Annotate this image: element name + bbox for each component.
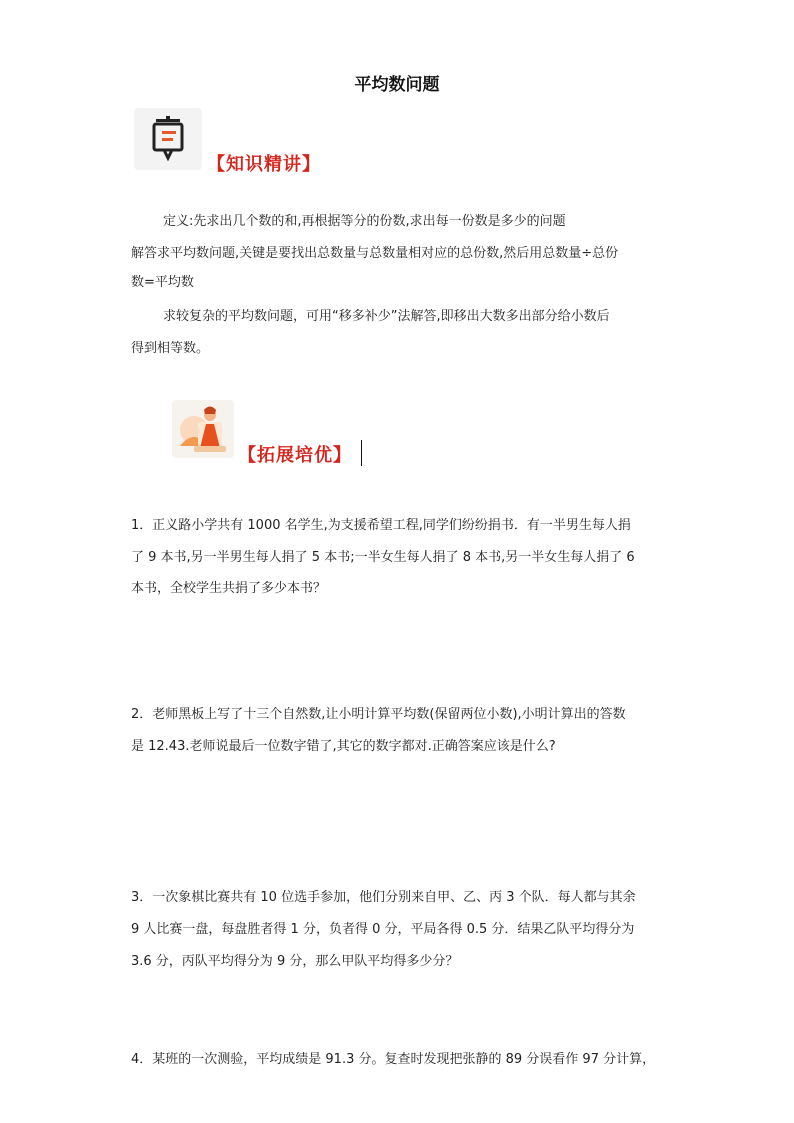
text-line: 求较复杂的平均数问题，可用“移多补少”法解答,即移出大数多出部分给小数后 [163,309,610,324]
problem-3-line: 3．一次象棋比赛共有 10 位选手参加，他们分别来自甲、乙、丙 3 个队．每人都与其余 [131,890,636,905]
section-title-extension: 【拓展培优】 [238,445,352,466]
problem-1-line: 了 9 本书,另一半男生每人捐了 5 本书;一半女生每人捐了 8 本书,另一半女生每人捐了 6 [131,550,635,565]
problem-1-line: 1．正义路小学共有 1000 名学生,为支援希望工程,同学们纷纷捐书．有一半男生每人捐 [131,518,631,533]
teacher-avatar-icon [172,400,234,458]
problem-2-line: 是 12.43.老师说最后一位数字错了,其它的数字都对.正确答案应该是什么? [131,739,556,754]
problem-2-line: 2．老师黑板上写了十三个自然数,让小明计算平均数(保留两位小数),小明计算出的答数 [131,707,626,722]
section-title-knowledge: 【知识精讲】 [207,154,321,175]
problem-1-line: 本书，全校学生共捐了多少本书？ [131,581,327,596]
text-cursor [361,440,362,466]
page-title: 平均数问题 [354,75,440,95]
text-line: 得到相等数。 [131,341,210,356]
text-line: 数=平均数 [131,275,194,290]
problem-3-line: 9 人比赛一盘，每盘胜者得 1 分，负者得 0 分，平局各得 0.5 分．结果乙队平均得分为 [131,922,635,937]
problem-3-line: 3.6 分，丙队平均得分为 9 分，那么甲队平均得多少分？ [131,954,459,969]
text-line: 定义:先求出几个数的和,再根据等分的份数,求出每一份数是多少的问题 [163,214,566,229]
problem-4-line: 4．某班的一次测验，平均成绩是 91.3 分。复查时发现把张静的 89 分误看作 97 分计算， [131,1052,656,1067]
text-line: 解答求平均数问题,关键是要找出总数量与总数量相对应的总份数,然后用总数量÷总份 [131,246,619,261]
presentation-board-icon [134,108,202,170]
